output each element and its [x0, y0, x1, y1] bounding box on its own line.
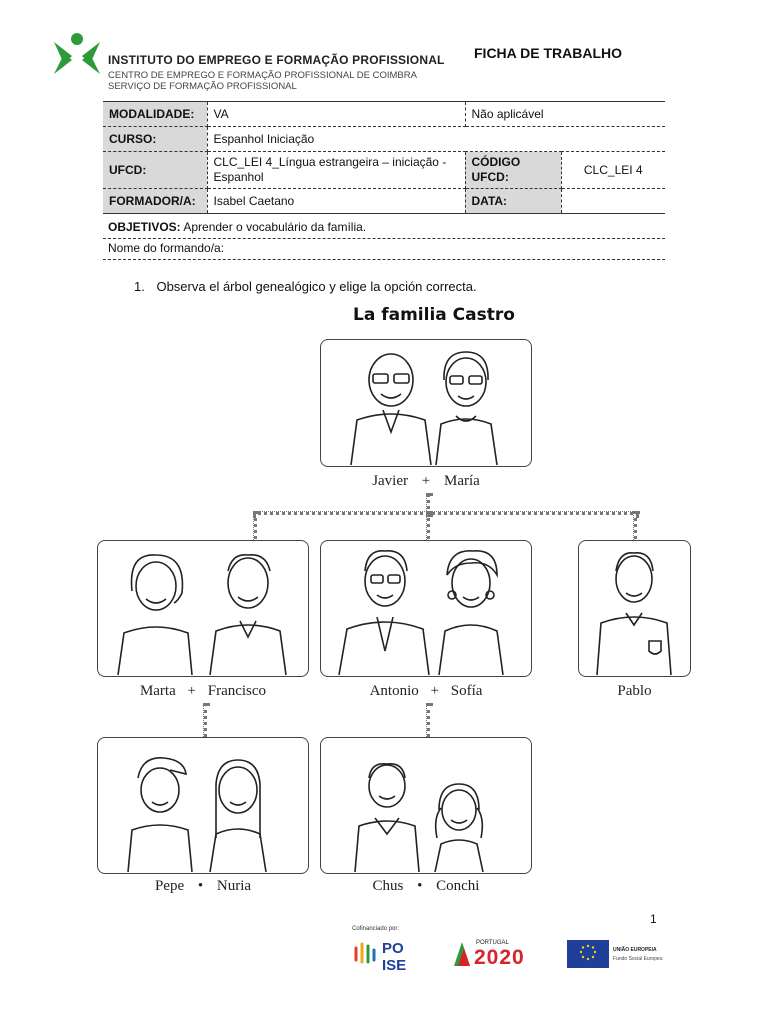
couple2-picture	[320, 540, 532, 677]
objectives-text: Aprender o vocabulário da família.	[183, 220, 367, 234]
pablo-picture	[578, 540, 691, 677]
portugal-text: PORTUGAL	[476, 940, 509, 946]
institute-name: INSTITUTO DO EMPREGO E FORMAÇÃO PROFISSIONAL	[108, 53, 445, 67]
sibling-separator: •	[417, 878, 423, 894]
table-row	[103, 102, 665, 127]
modalidade-label: MODALIDADE:	[103, 102, 207, 127]
exercise-text: Observa el árbol genealógico y elige la opción correcta.	[156, 279, 477, 294]
grandparents-names	[320, 473, 532, 490]
centre-name: CENTRO DE EMPREGO E FORMAÇÃO PROFISSIONAL DE COIMBRA	[108, 70, 417, 81]
fse-text: Fundo Social Europeu	[613, 956, 663, 962]
divider	[103, 259, 665, 260]
table-row	[103, 127, 665, 152]
person-name: Pepe	[154, 878, 185, 894]
tree-title: La familia Castro	[353, 305, 515, 325]
iefp-logo-icon	[50, 32, 104, 78]
exercise-instruction	[134, 279, 477, 294]
service-name: SERVIÇO DE FORMAÇÃO PROFISSIONAL	[108, 81, 297, 92]
page-number: 1	[650, 912, 657, 926]
institute-subtitle	[108, 70, 417, 92]
formador-value: Isabel Caetano	[207, 189, 465, 214]
codigo-value: CLC_LEI 4	[561, 152, 665, 189]
divider	[103, 238, 665, 239]
couple-separator: +	[187, 683, 196, 699]
couple-separator: +	[421, 473, 431, 489]
eu-text: UNIÃO EUROPEIA	[613, 947, 657, 953]
chus-conchi-illustration-icon	[321, 738, 530, 872]
person-name: Antonio	[369, 683, 419, 699]
person-name: Sofía	[450, 683, 483, 699]
pepe-nuria-illustration-icon	[98, 738, 307, 872]
marta-francisco-illustration-icon	[98, 541, 307, 675]
table-row	[103, 152, 665, 189]
aplicavel-value: Não aplicável	[465, 102, 665, 127]
objectives-label: OBJETIVOS:	[108, 220, 181, 234]
exercise-number: 1.	[134, 279, 145, 294]
formador-label: FORMADOR/A:	[103, 189, 207, 214]
year-text: 2020	[474, 946, 525, 969]
document-title: FICHA DE TRABALHO	[474, 45, 623, 61]
course-info-table	[103, 101, 665, 214]
antonio-sofia-illustration-icon	[321, 541, 530, 675]
person-name: María	[443, 473, 480, 489]
poise-logo	[352, 938, 432, 974]
person-name: Chus	[372, 878, 404, 894]
student-name-label[interactable]: Nome do formando/a:	[108, 241, 225, 255]
couple-separator: +	[430, 683, 439, 699]
portugal-flag-icon	[452, 940, 472, 968]
grandparents-picture	[320, 339, 532, 467]
portugal2020-logo	[452, 938, 546, 972]
connector-line	[253, 511, 639, 515]
kids2-picture	[320, 737, 532, 874]
modalidade-value: VA	[207, 102, 465, 127]
objectives	[108, 220, 366, 234]
pablo-name: Pablo	[617, 683, 652, 699]
couple1-names	[97, 683, 309, 700]
couple1-picture	[97, 540, 309, 677]
curso-value: Espanhol Iniciação	[207, 127, 665, 152]
eu-logo	[567, 940, 667, 970]
kids1-picture	[97, 737, 309, 874]
kids2-names	[320, 878, 532, 895]
data-label: DATA:	[465, 189, 561, 214]
ufcd-value: CLC_LEI 4_Língua estrangeira – iniciação - Espanhol	[207, 152, 465, 189]
person-name: Javier	[372, 473, 409, 489]
eu-flag-icon	[567, 940, 609, 968]
table-row	[103, 189, 665, 214]
ufcd-label: UFCD:	[103, 152, 207, 189]
pablo-illustration-icon	[579, 541, 689, 675]
codigo-label: CÓDIGO UFCD:	[465, 152, 561, 189]
poise-logo-icon	[352, 940, 378, 966]
cofinanciado-label: Cofinanciado por:	[352, 926, 400, 932]
data-value[interactable]	[561, 189, 665, 214]
kids1-names	[97, 878, 309, 895]
person-name: Marta	[139, 683, 176, 699]
couple2-names	[320, 683, 532, 700]
person-name: Conchi	[436, 878, 480, 894]
poise-text: PO ISE	[382, 940, 407, 974]
person-name: Nuria	[216, 878, 252, 894]
grandparents-illustration-icon	[321, 340, 530, 465]
sibling-separator: •	[197, 878, 204, 894]
curso-label: CURSO:	[103, 127, 207, 152]
person-name: Francisco	[207, 683, 267, 699]
